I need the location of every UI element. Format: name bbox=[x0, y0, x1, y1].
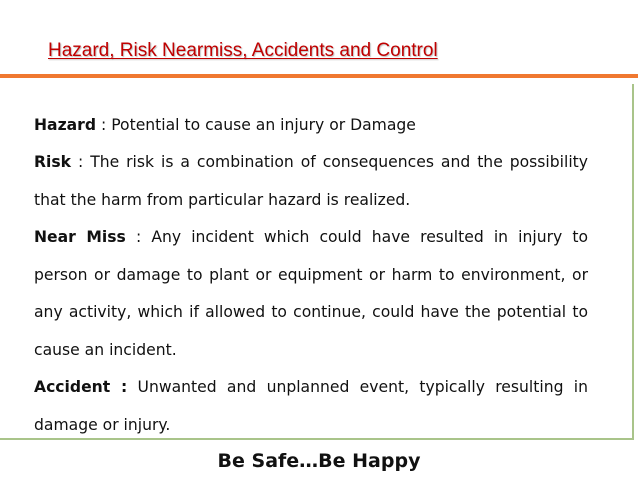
term-label: Hazard bbox=[34, 116, 97, 134]
term-separator: : bbox=[71, 153, 91, 171]
definition-accident bbox=[34, 369, 588, 444]
footer-slogan: Be Safe…Be Happy bbox=[217, 450, 421, 472]
definition-text: The risk is a combination of consequences and the possibility that the harm from particular hazard is realized. bbox=[34, 153, 588, 209]
definitions-list bbox=[34, 110, 588, 444]
term-label: Risk bbox=[34, 153, 72, 171]
term-separator: : bbox=[96, 116, 112, 134]
definition-text: Potential to cause an injury or Damage bbox=[111, 116, 416, 134]
term-label: Accident : bbox=[34, 378, 128, 396]
definition-text: Any incident which could have resulted in injury to person or damage to plant or equipment or harm to environment, or any activity, which if allowed to continue, could have the potential to cause an incident. bbox=[34, 228, 588, 359]
definition-text: Unwanted and unplanned event, typically resulting in damage or injury. bbox=[34, 378, 588, 434]
term-separator: : bbox=[125, 228, 152, 246]
term-separator bbox=[127, 378, 137, 396]
definition-near-miss bbox=[34, 219, 588, 369]
accent-divider bbox=[0, 74, 638, 78]
definition-risk bbox=[34, 144, 588, 219]
slide-title: Hazard, Risk Nearmiss, Accidents and Control bbox=[48, 40, 438, 61]
definition-hazard bbox=[34, 110, 588, 140]
term-label: Near Miss bbox=[34, 228, 126, 246]
